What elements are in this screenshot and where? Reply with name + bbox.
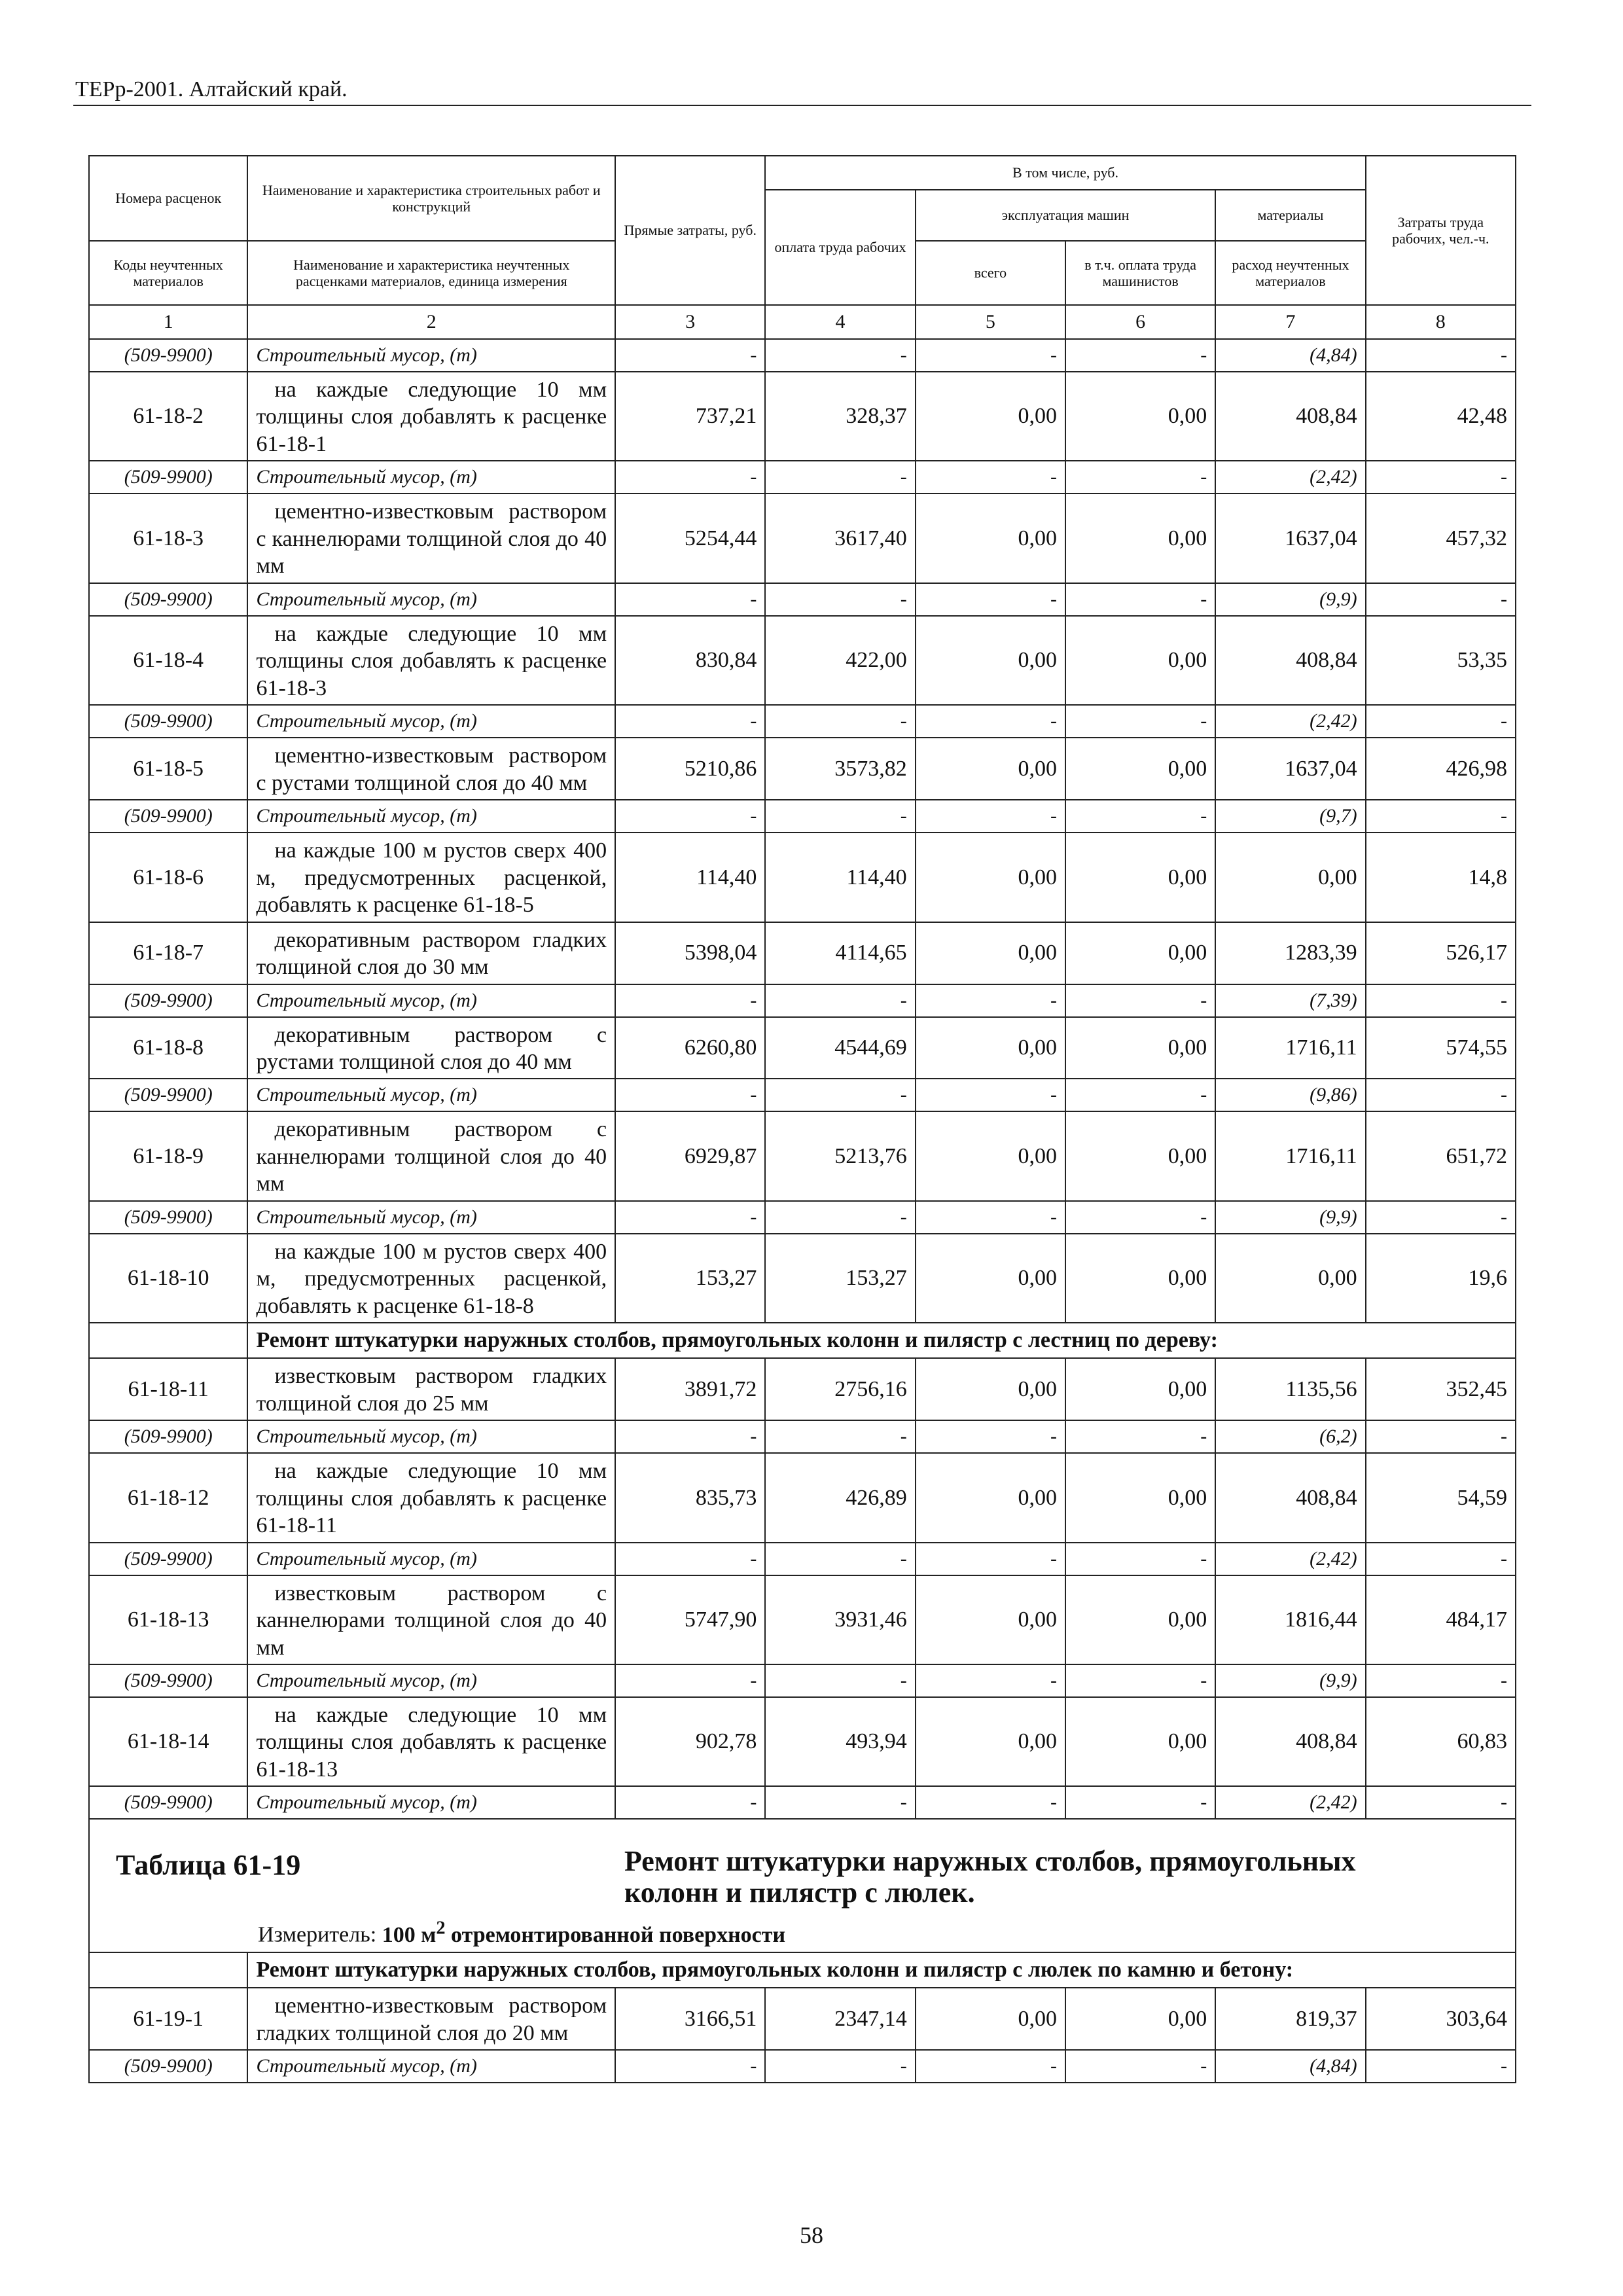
value-c5: - [916,705,1065,738]
material-row [89,1786,1516,1819]
value-c5: 0,00 [916,1111,1065,1200]
header-rate-numbers: Номера расценок [89,156,247,241]
value-c7: (2,42) [1215,1786,1365,1819]
value-c8: 19,6 [1366,1234,1516,1323]
value-c7: 408,84 [1215,1453,1365,1542]
value-c5: 0,00 [916,616,1065,705]
rate-row [89,1111,1516,1200]
value-c4: - [765,1786,915,1819]
value-c4: 4544,69 [765,1017,915,1079]
value-c7: 1716,11 [1215,1111,1365,1200]
value-c4: 114,40 [765,833,915,922]
work-description: на каждые следующие 10 мм толщины слоя добавлять к расценке 61-18-13 [247,1697,615,1786]
value-c4: - [765,1079,915,1111]
work-description: на каждые следующие 10 мм толщины слоя добавлять к расценке 61-18-1 [247,372,615,461]
value-c6: - [1065,1079,1215,1111]
value-c8: - [1366,984,1516,1017]
column-number: 1 [89,305,247,339]
value-c6: - [1065,2050,1215,2083]
value-c7: (4,84) [1215,339,1365,372]
value-c8: - [1366,1201,1516,1234]
value-c3: 5210,86 [615,738,765,800]
rate-code: 61-18-13 [89,1575,247,1664]
value-c8: - [1366,1420,1516,1453]
value-c3: - [615,1420,765,1453]
material-row [89,1201,1516,1234]
value-c4: - [765,339,915,372]
value-c4: - [765,1664,915,1697]
work-description: на каждые следующие 10 мм толщины слоя добавлять к расценке 61-18-3 [247,616,615,705]
rate-code: 61-19-1 [89,1988,247,2050]
material-name: Строительный мусор, (т) [247,1664,615,1697]
work-description: декоративным раствором гладких толщиной слоя до 30 мм [247,922,615,984]
value-c4: 493,94 [765,1697,915,1786]
value-c6: 0,00 [1065,922,1215,984]
rate-code: 61-18-12 [89,1453,247,1542]
value-c8: 574,55 [1366,1017,1516,1079]
table-number: Таблица 61-19 [116,1849,301,1882]
value-c4: 2756,16 [765,1358,915,1420]
work-description: на каждые 100 м рустов сверх 400 м, предусмотренных расценкой, добавлять к расценке 61-18-8 [247,1234,615,1323]
work-description: декоративным раствором с рустами толщиной слоя до 40 мм [247,1017,615,1079]
value-c8: - [1366,461,1516,493]
value-c5: - [916,1543,1065,1575]
value-c7: (2,42) [1215,705,1365,738]
value-c8: 651,72 [1366,1111,1516,1200]
value-c5: 0,00 [916,1358,1065,1420]
value-c6: 0,00 [1065,1111,1215,1200]
header-including: В том числе, руб. [765,156,1365,190]
value-c5: - [916,583,1065,616]
value-c7: (4,84) [1215,2050,1365,2083]
work-description: на каждые следующие 10 мм толщины слоя добавлять к расценке 61-18-11 [247,1453,615,1542]
material-code: (509-9900) [89,1543,247,1575]
rate-row [89,1453,1516,1542]
value-c3: 5398,04 [615,922,765,984]
table-61-19-heading [89,1819,1516,1952]
meter-label: Измеритель: [258,1922,377,1947]
value-c7: (2,42) [1215,1543,1365,1575]
value-c3: 6929,87 [615,1111,765,1200]
material-name: Строительный мусор, (т) [247,1786,615,1819]
value-c6: - [1065,339,1215,372]
value-c3: 3891,72 [615,1358,765,1420]
material-row [89,2050,1516,2083]
material-row [89,583,1516,616]
work-description: известковым раствором с каннелюрами толщиной слоя до 40 мм [247,1575,615,1664]
value-c4: - [765,705,915,738]
work-description: декоративным раствором с каннелюрами толщиной слоя до 40 мм [247,1111,615,1200]
rates-body-61-19 [89,1952,1516,2083]
value-c7: 0,00 [1215,833,1365,922]
material-row [89,1420,1516,1453]
rate-code: 61-18-2 [89,372,247,461]
value-c5: 0,00 [916,922,1065,984]
value-c6: - [1065,461,1215,493]
material-row [89,1543,1516,1575]
material-row [89,705,1516,738]
value-c5: 0,00 [916,493,1065,583]
material-code: (509-9900) [89,1201,247,1234]
rate-row [89,1575,1516,1664]
value-c3: - [615,1079,765,1111]
work-description: цементно-известковым раствором гладких толщиной слоя до 20 мм [247,1988,615,2050]
value-c7: 819,37 [1215,1988,1365,2050]
section-spacer [89,1323,247,1358]
rate-row [89,372,1516,461]
value-c6: - [1065,1420,1215,1453]
rate-row [89,922,1516,984]
material-code: (509-9900) [89,461,247,493]
column-number: 4 [765,305,915,339]
value-c7: 1135,56 [1215,1358,1365,1420]
value-c6: 0,00 [1065,1017,1215,1079]
page-number: 58 [800,2222,823,2248]
material-name: Строительный мусор, (т) [247,705,615,738]
material-row [89,1664,1516,1697]
material-row [89,984,1516,1017]
material-code: (509-9900) [89,1079,247,1111]
value-c8: 303,64 [1366,1988,1516,2050]
work-description: на каждые 100 м рустов сверх 400 м, предусмотренных расценкой, добавлять к расценке 61-18-5 [247,833,615,922]
header-direct-costs: Прямые затраты, руб. [615,156,765,305]
value-c4: - [765,800,915,833]
value-c7: (9,9) [1215,1664,1365,1697]
value-c7: 1283,39 [1215,922,1365,984]
header-material-codes: Коды неучтенных материалов [89,241,247,305]
value-c7: (6,2) [1215,1420,1365,1453]
value-c7: (9,9) [1215,1201,1365,1234]
column-number: 8 [1366,305,1516,339]
column-number-row [89,305,1516,339]
value-c5: 0,00 [916,1575,1065,1664]
value-c3: 830,84 [615,616,765,705]
value-c4: - [765,984,915,1017]
material-name: Строительный мусор, (т) [247,1201,615,1234]
value-c7: 1637,04 [1215,738,1365,800]
value-c4: 4114,65 [765,922,915,984]
rate-code: 61-18-11 [89,1358,247,1420]
value-c7: 408,84 [1215,372,1365,461]
value-c4: 153,27 [765,1234,915,1323]
value-c7: (2,42) [1215,461,1365,493]
value-c5: - [916,339,1065,372]
rate-code: 61-18-14 [89,1697,247,1786]
value-c3: - [615,339,765,372]
value-c5: - [916,461,1065,493]
rate-code: 61-18-6 [89,833,247,922]
value-c3: - [615,1201,765,1234]
value-c3: - [615,1664,765,1697]
section-heading: Ремонт штукатурки наружных столбов, прямоугольных колонн и пилястр с люлек по камню и бетону: [247,1952,1516,1988]
material-row [89,339,1516,372]
value-c5: - [916,800,1065,833]
value-c5: - [916,2050,1065,2083]
rate-code: 61-18-7 [89,922,247,984]
value-c3: - [615,984,765,1017]
value-c7: (7,39) [1215,984,1365,1017]
material-code: (509-9900) [89,984,247,1017]
value-c3: - [615,1786,765,1819]
value-c8: 53,35 [1366,616,1516,705]
value-c7: 408,84 [1215,1697,1365,1786]
value-c3: 737,21 [615,372,765,461]
value-c3: - [615,705,765,738]
header-machines: эксплуатация машин [916,190,1216,241]
value-c8: - [1366,2050,1516,2083]
value-c3: - [615,1543,765,1575]
rates-body-61-18 [89,339,1516,1819]
header-machines-operator-pay: в т.ч. оплата труда машинистов [1065,241,1215,305]
header-unaccounted-materials: расход неучтенных материалов [1215,241,1365,305]
value-c4: 3931,46 [765,1575,915,1664]
value-c5: - [916,1786,1065,1819]
material-name: Строительный мусор, (т) [247,461,615,493]
header-labor-hours: Затраты труда рабочих, чел.-ч. [1366,156,1516,305]
material-code: (509-9900) [89,1786,247,1819]
section-heading: Ремонт штукатурки наружных столбов, прямоугольных колонн и пилястр с лестниц по дереву: [247,1323,1516,1358]
header-material-name: Наименование и характеристика неучтенных расценками материалов, единица измерения [247,241,615,305]
column-number: 2 [247,305,615,339]
value-c5: - [916,1079,1065,1111]
document-header: ТЕРр-2001. Алтайский край. [75,77,348,101]
material-name: Строительный мусор, (т) [247,2050,615,2083]
rate-row [89,1017,1516,1079]
value-c6: - [1065,705,1215,738]
value-c5: 0,00 [916,1988,1065,2050]
value-c5: - [916,1201,1065,1234]
value-c4: 426,89 [765,1453,915,1542]
header-work-name: Наименование и характеристика строительных работ и конструкций [247,156,615,241]
material-name: Строительный мусор, (т) [247,583,615,616]
value-c7: 1816,44 [1215,1575,1365,1664]
value-c6: 0,00 [1065,1575,1215,1664]
value-c6: - [1065,984,1215,1017]
value-c4: - [765,1420,915,1453]
value-c3: - [615,2050,765,2083]
material-row [89,800,1516,833]
value-c6: 0,00 [1065,616,1215,705]
value-c4: 3573,82 [765,738,915,800]
value-c5: 0,00 [916,1017,1065,1079]
value-c8: 526,17 [1366,922,1516,984]
rate-row [89,1988,1516,2050]
rate-code: 61-18-3 [89,493,247,583]
rate-row [89,833,1516,922]
rate-row [89,493,1516,583]
value-c6: - [1065,583,1215,616]
value-c3: 5747,90 [615,1575,765,1664]
value-c4: 3617,40 [765,493,915,583]
work-description: цементно-известковым раствором с каннелюрами толщиной слоя до 40 мм [247,493,615,583]
rate-row [89,1697,1516,1786]
value-c5: 0,00 [916,1697,1065,1786]
rate-code: 61-18-8 [89,1017,247,1079]
value-c3: 3166,51 [615,1988,765,2050]
value-c5: 0,00 [916,1234,1065,1323]
value-c7: (9,86) [1215,1079,1365,1111]
value-c3: - [615,461,765,493]
value-c3: - [615,583,765,616]
value-c5: 0,00 [916,372,1065,461]
value-c8: - [1366,705,1516,738]
value-c8: 426,98 [1366,738,1516,800]
rate-code: 61-18-5 [89,738,247,800]
column-number: 7 [1215,305,1365,339]
column-number: 5 [916,305,1065,339]
material-name: Строительный мусор, (т) [247,800,615,833]
meter-value: 100 $м^2$ отремонтированной поверхности [382,1918,786,1947]
table-meter [258,1918,785,1947]
value-c8: 352,45 [1366,1358,1516,1420]
value-c3: 153,27 [615,1234,765,1323]
rates-table [88,155,1516,2083]
value-c4: 328,37 [765,372,915,461]
value-c6: 0,00 [1065,1697,1215,1786]
material-code: (509-9900) [89,2050,247,2083]
header-labor-pay: оплата труда рабочих [765,190,915,305]
rate-row [89,1358,1516,1420]
value-c7: 0,00 [1215,1234,1365,1323]
material-name: Строительный мусор, (т) [247,1079,615,1111]
column-number: 6 [1065,305,1215,339]
value-c4: - [765,583,915,616]
value-c6: 0,00 [1065,372,1215,461]
column-number: 3 [615,305,765,339]
material-code: (509-9900) [89,1420,247,1453]
work-description: цементно-известковым раствором с рустами толщиной слоя до 40 мм [247,738,615,800]
value-c8: - [1366,1543,1516,1575]
value-c4: 422,00 [765,616,915,705]
material-name: Строительный мусор, (т) [247,1543,615,1575]
value-c8: 14,8 [1366,833,1516,922]
material-name: Строительный мусор, (т) [247,984,615,1017]
value-c6: 0,00 [1065,1988,1215,2050]
value-c8: - [1366,1786,1516,1819]
value-c4: - [765,1543,915,1575]
material-code: (509-9900) [89,705,247,738]
value-c8: 484,17 [1366,1575,1516,1664]
value-c3: 114,40 [615,833,765,922]
value-c8: 457,32 [1366,493,1516,583]
section-spacer [89,1952,247,1988]
value-c6: 0,00 [1065,1453,1215,1542]
value-c7: (9,9) [1215,583,1365,616]
value-c5: 0,00 [916,1453,1065,1542]
value-c7: (9,7) [1215,800,1365,833]
value-c6: - [1065,1664,1215,1697]
value-c5: 0,00 [916,738,1065,800]
rate-row [89,616,1516,705]
material-code: (509-9900) [89,1664,247,1697]
value-c7: 1716,11 [1215,1017,1365,1079]
value-c6: - [1065,1786,1215,1819]
value-c6: - [1065,1543,1215,1575]
value-c6: 0,00 [1065,493,1215,583]
rate-row [89,738,1516,800]
rate-row [89,1234,1516,1323]
value-c6: 0,00 [1065,833,1215,922]
rate-code: 61-18-10 [89,1234,247,1323]
value-c4: 5213,76 [765,1111,915,1200]
value-c5: 0,00 [916,833,1065,922]
section-heading-row [89,1952,1516,1988]
value-c7: 1637,04 [1215,493,1365,583]
header-rule [73,105,1531,106]
value-c6: 0,00 [1065,738,1215,800]
value-c8: 60,83 [1366,1697,1516,1786]
material-row [89,1079,1516,1111]
value-c6: 0,00 [1065,1358,1215,1420]
material-name: Строительный мусор, (т) [247,339,615,372]
header-materials: материалы [1215,190,1365,241]
rate-code: 61-18-4 [89,616,247,705]
value-c8: - [1366,1664,1516,1697]
table-title: Ремонт штукатурки наружных столбов, прямоугольных колонн и пилястр с люлек. [624,1845,1356,1909]
value-c5: - [916,1664,1065,1697]
value-c3: 6260,80 [615,1017,765,1079]
value-c6: 0,00 [1065,1234,1215,1323]
value-c4: 2347,14 [765,1988,915,2050]
value-c5: - [916,1420,1065,1453]
value-c8: - [1366,339,1516,372]
value-c3: 835,73 [615,1453,765,1542]
value-c4: - [765,2050,915,2083]
material-name: Строительный мусор, (т) [247,1420,615,1453]
work-description: известковым раствором гладких толщиной слоя до 25 мм [247,1358,615,1420]
value-c8: - [1366,800,1516,833]
material-code: (509-9900) [89,583,247,616]
value-c8: 54,59 [1366,1453,1516,1542]
value-c8: - [1366,1079,1516,1111]
value-c7: 408,84 [1215,616,1365,705]
value-c3: - [615,800,765,833]
value-c8: - [1366,583,1516,616]
value-c4: - [765,461,915,493]
material-row [89,461,1516,493]
rate-code: 61-18-9 [89,1111,247,1200]
value-c5: - [916,984,1065,1017]
value-c3: 902,78 [615,1697,765,1786]
value-c6: - [1065,1201,1215,1234]
value-c6: - [1065,800,1215,833]
material-code: (509-9900) [89,339,247,372]
section-heading-row [89,1323,1516,1358]
header-machines-total: всего [916,241,1065,305]
value-c3: 5254,44 [615,493,765,583]
value-c8: 42,48 [1366,372,1516,461]
value-c4: - [765,1201,915,1234]
material-code: (509-9900) [89,800,247,833]
